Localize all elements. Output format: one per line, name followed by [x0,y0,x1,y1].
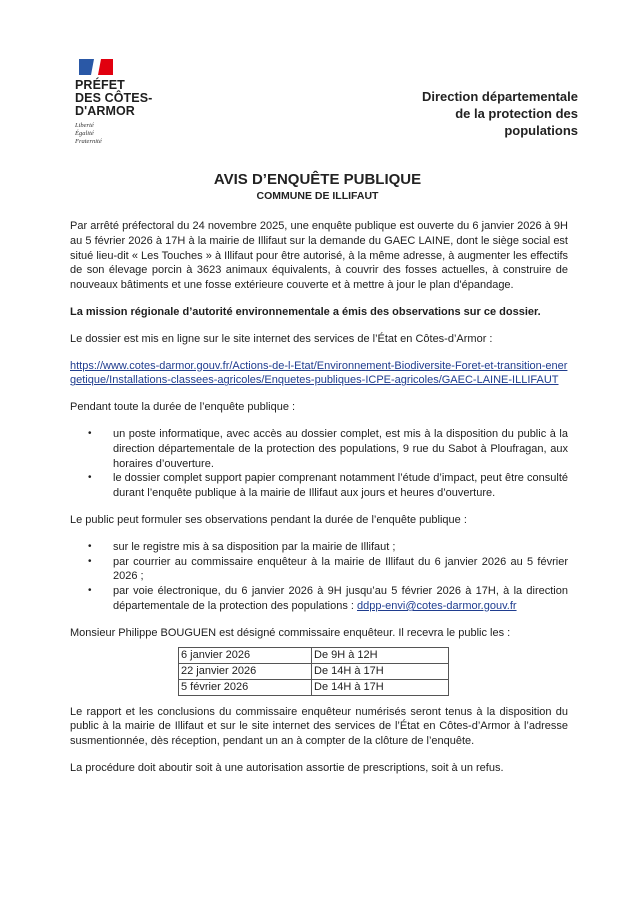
prefet-line: D'ARMOR [75,104,135,118]
commissaire-paragraph: Monsieur Philippe BOUGUEN est désigné commissaire enquêteur. Il recevra le public les : [70,626,511,639]
permanence-date: 6 janvier 2026 [179,647,312,663]
observations-list [70,540,568,614]
prefet-line: PRÉFET [75,78,125,92]
permanence-date: 5 février 2026 [179,679,312,695]
dossier-url-link[interactable]: https://www.cotes-darmor.gouv.fr/Actions-de-l-Etat/Environnement-Biodiversite-Foret-et-transition-energetique/Installations-classees-agricoles/Enquetes-publiques-ICPE-agricoles/GAEC-LAINE-ILLIFAUT [70,359,568,387]
list-item: • sur le registre mis à sa disposition par la mairie de Illifaut ; [113,540,568,555]
table-row [179,679,449,695]
document-subtitle: COMMUNE DE ILLIFAUT [256,190,379,202]
list-item-electronic [113,584,568,614]
during-paragraph: Pendant toute la durée de l’enquête publique : [70,401,296,414]
prefet-line: DES CÔTES- [75,91,153,105]
permanence-hours: De 9H à 12H [312,647,449,663]
procedure-paragraph: La procédure doit aboutir soit à une autorisation assortie de prescriptions, soit à un refus. [70,761,504,774]
department-line: populations [504,123,578,138]
flag-red-part [98,59,113,75]
list-item: • un poste informatique, avec accès au dossier complet, est mis à la disposition du public à la direction départementale de la protection des populations, 9 rue du Sabot à Ploufragan, aux horaires d’ouverture. [113,427,568,471]
intro-paragraph: Par arrêté préfectoral du 24 novembre 2025, une enquête publique est ouverte du 6 janvier 2026 à 9H au 5 février 2026 à 17H à la mairie de Illifaut sur la demande du GAEC LAINE, dont le siège social est situé lieu-dit « Les Touches » à Illifaut pour être autorisé, à la même adresse, à augmenter les effectifs de son élevage porcin à 3623 animaux équivalents, à couvrir des fosses actuelles, à construire de nouveaux bâtiments et une fosse extérieure couverte et à mettre à jour le plan d'épandage. [70,220,568,292]
online-paragraph: Le dossier est mis en ligne sur le site internet des services de l’État en Côtes-d’Armor : [70,332,493,345]
french-republic-flag-icon [79,59,113,75]
list-item: • le dossier complet support papier comprenant notamment l’étude d’impact, peut être consulté durant l’enquête publique à la mairie de Illifaut aux jours et heures d’ouverture. [113,471,568,501]
issuing-department [422,88,578,139]
list-item: • par courrier au commissaire enquêteur à la mairie de Illifaut du 6 janvier 2026 au 5 février 2026 ; [113,555,568,585]
prefecture-logo [75,59,185,146]
mission-paragraph: La mission régionale d’autorité environnementale a émis des observations sur ce dossier. [70,305,541,318]
rapport-paragraph: Le rapport et les conclusions du commissaire enquêteur numérisés seront tenus à la disposition du public à la mairie de Illifaut et sur le site internet des services de l’État en Côtes-d’Armor à l’adresse susmentionnée, dès réception, pendant un an à compter de la clôture de l’enquête. [70,705,568,748]
table-row [179,647,449,663]
observations-paragraph: Le public peut formuler ses observations pendant la durée de l’enquête publique : [70,513,467,526]
document-title: AVIS D’ENQUÊTE PUBLIQUE [213,171,422,188]
republic-motto [75,122,185,146]
motto-liberte: Liberté [75,122,94,129]
permanences-table [178,647,449,696]
permanence-date: 22 janvier 2026 [179,663,312,679]
email-link[interactable]: ddpp-envi@cotes-darmor.gouv.fr [357,599,517,612]
motto-fraternite: Fraternité [75,138,102,145]
motto-egalite: Égalité [75,130,94,137]
prefet-label [75,79,185,118]
department-line: Direction départementale [421,89,578,104]
flag-blue-part [79,59,94,75]
table-row [179,663,449,679]
during-list [70,427,568,501]
electronic-text: par voie électronique, du 6 janvier 2026 à 9H jusqu’au 5 février 2026 à 17H, à la direction départementale de la protection des populations : [113,585,568,612]
permanence-hours: De 14H à 17H [312,679,449,695]
permanence-hours: De 14H à 17H [312,663,449,679]
document-body [70,219,568,776]
department-line: de la protection des [455,106,578,121]
